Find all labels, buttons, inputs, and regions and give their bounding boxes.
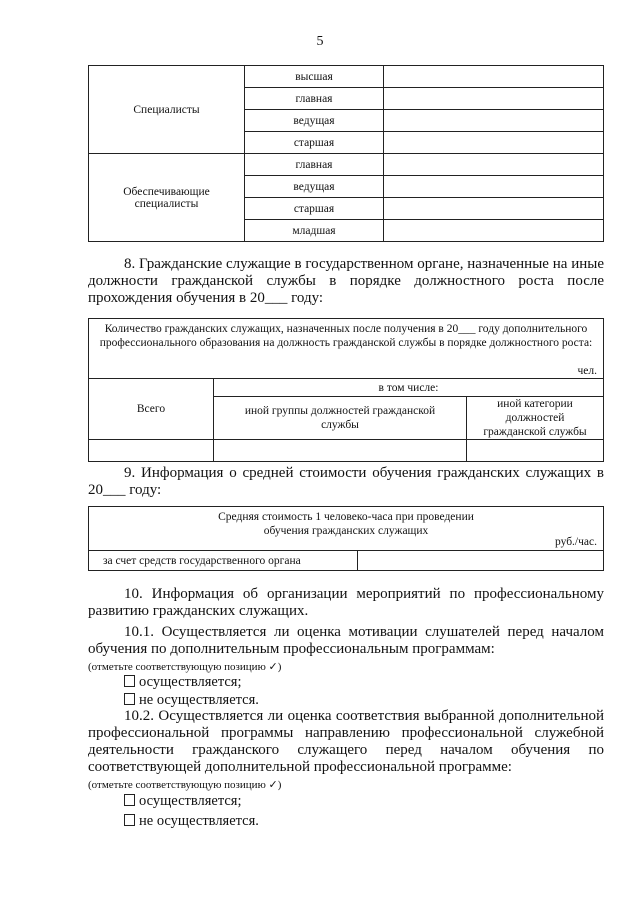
group-name: Специалисты [89,66,245,154]
q10-2-text: 10.2. Осуществляется ли оценка соответствия выбранной дополнительной профессиональной программы направлению профессиональной служебной деятельности гражданского служащего перед началом обучения по соответствующей дополнительной профессиональной программе: [88,708,604,775]
q10-2-hint: (отметьте соответствующую позицию ✓) [88,779,282,791]
rank-cell: высшая [245,66,384,88]
rank-cell: главная [245,88,384,110]
q10-1-option-no[interactable] [124,692,259,709]
s8-header-cell [89,319,604,379]
value-cell[interactable] [384,154,604,176]
s8-unit: чел. [577,365,597,377]
q10-2-option-no[interactable] [124,813,259,830]
section-9-text: 9. Информация о средней стоимости обучения гражданских служащих в 20___ году: [88,465,604,498]
s8-including-label: в том числе: [214,379,604,397]
page-number: 5 [316,34,324,49]
checkbox-icon[interactable] [124,794,135,806]
value-cell[interactable] [384,66,604,88]
rank-cell: главная [245,154,384,176]
q10-1-option-yes[interactable] [124,674,241,691]
s8-header-text: Количество гражданских служащих, назначенных после получения в 20___ году дополнительного профессионального образования на должность гражданской службы в порядке должностного роста: [99,323,593,349]
s8-col-other-category: иной категории должностей гражданской службы [467,397,604,440]
s8-total-value[interactable] [89,440,214,462]
section-8-table [88,318,604,462]
section-8-text: 8. Гражданские служащие в государственном органе, назначенные на иные должности гражданской службы в порядке должностного роста после прохождения обучения в 20___ году: [88,256,604,306]
value-cell[interactable] [384,110,604,132]
section-10-title: 10. Информация об организации мероприятий по профессиональному развитию гражданских служащих. [88,586,604,619]
s9-unit: руб./час. [555,536,597,548]
s9-value[interactable] [358,551,604,571]
rank-cell: ведущая [245,110,384,132]
section-9-table [88,506,604,571]
q10-1-hint: (отметьте соответствующую позицию ✓) [88,661,282,673]
rank-cell: младшая [245,220,384,242]
checkbox-icon[interactable] [124,814,135,826]
s9-header-cell [89,507,604,551]
checkbox-icon[interactable] [124,693,135,705]
specialists-table [88,65,604,242]
q10-2-option-yes[interactable] [124,793,241,810]
s8-col-other-group: иной группы должностей гражданской службы [214,397,467,440]
s8-other-category-value[interactable] [467,440,604,462]
group-name: Обеспечивающие специалисты [89,154,245,242]
value-cell[interactable] [384,198,604,220]
rank-cell: ведущая [245,176,384,198]
checkbox-icon[interactable] [124,675,135,687]
value-cell[interactable] [384,176,604,198]
s9-header-text: Средняя стоимость 1 человеко-часа при проведении обучения гражданских служащих [218,511,474,537]
option-label: не осуществляется. [139,813,259,829]
rank-cell: старшая [245,132,384,154]
option-label: осуществляется; [139,674,242,690]
option-label: не осуществляется. [139,692,259,708]
rank-cell: старшая [245,198,384,220]
value-cell[interactable] [384,132,604,154]
s8-other-group-value[interactable] [214,440,467,462]
s9-row-label: за счет средств государственного органа [89,551,358,571]
q10-1-text: 10.1. Осуществляется ли оценка мотивации слушателей перед началом обучения по дополнительным профессиональным программам: [88,624,604,657]
value-cell[interactable] [384,88,604,110]
s8-total-label: Всего [89,379,214,440]
option-label: осуществляется; [139,793,242,809]
value-cell[interactable] [384,220,604,242]
